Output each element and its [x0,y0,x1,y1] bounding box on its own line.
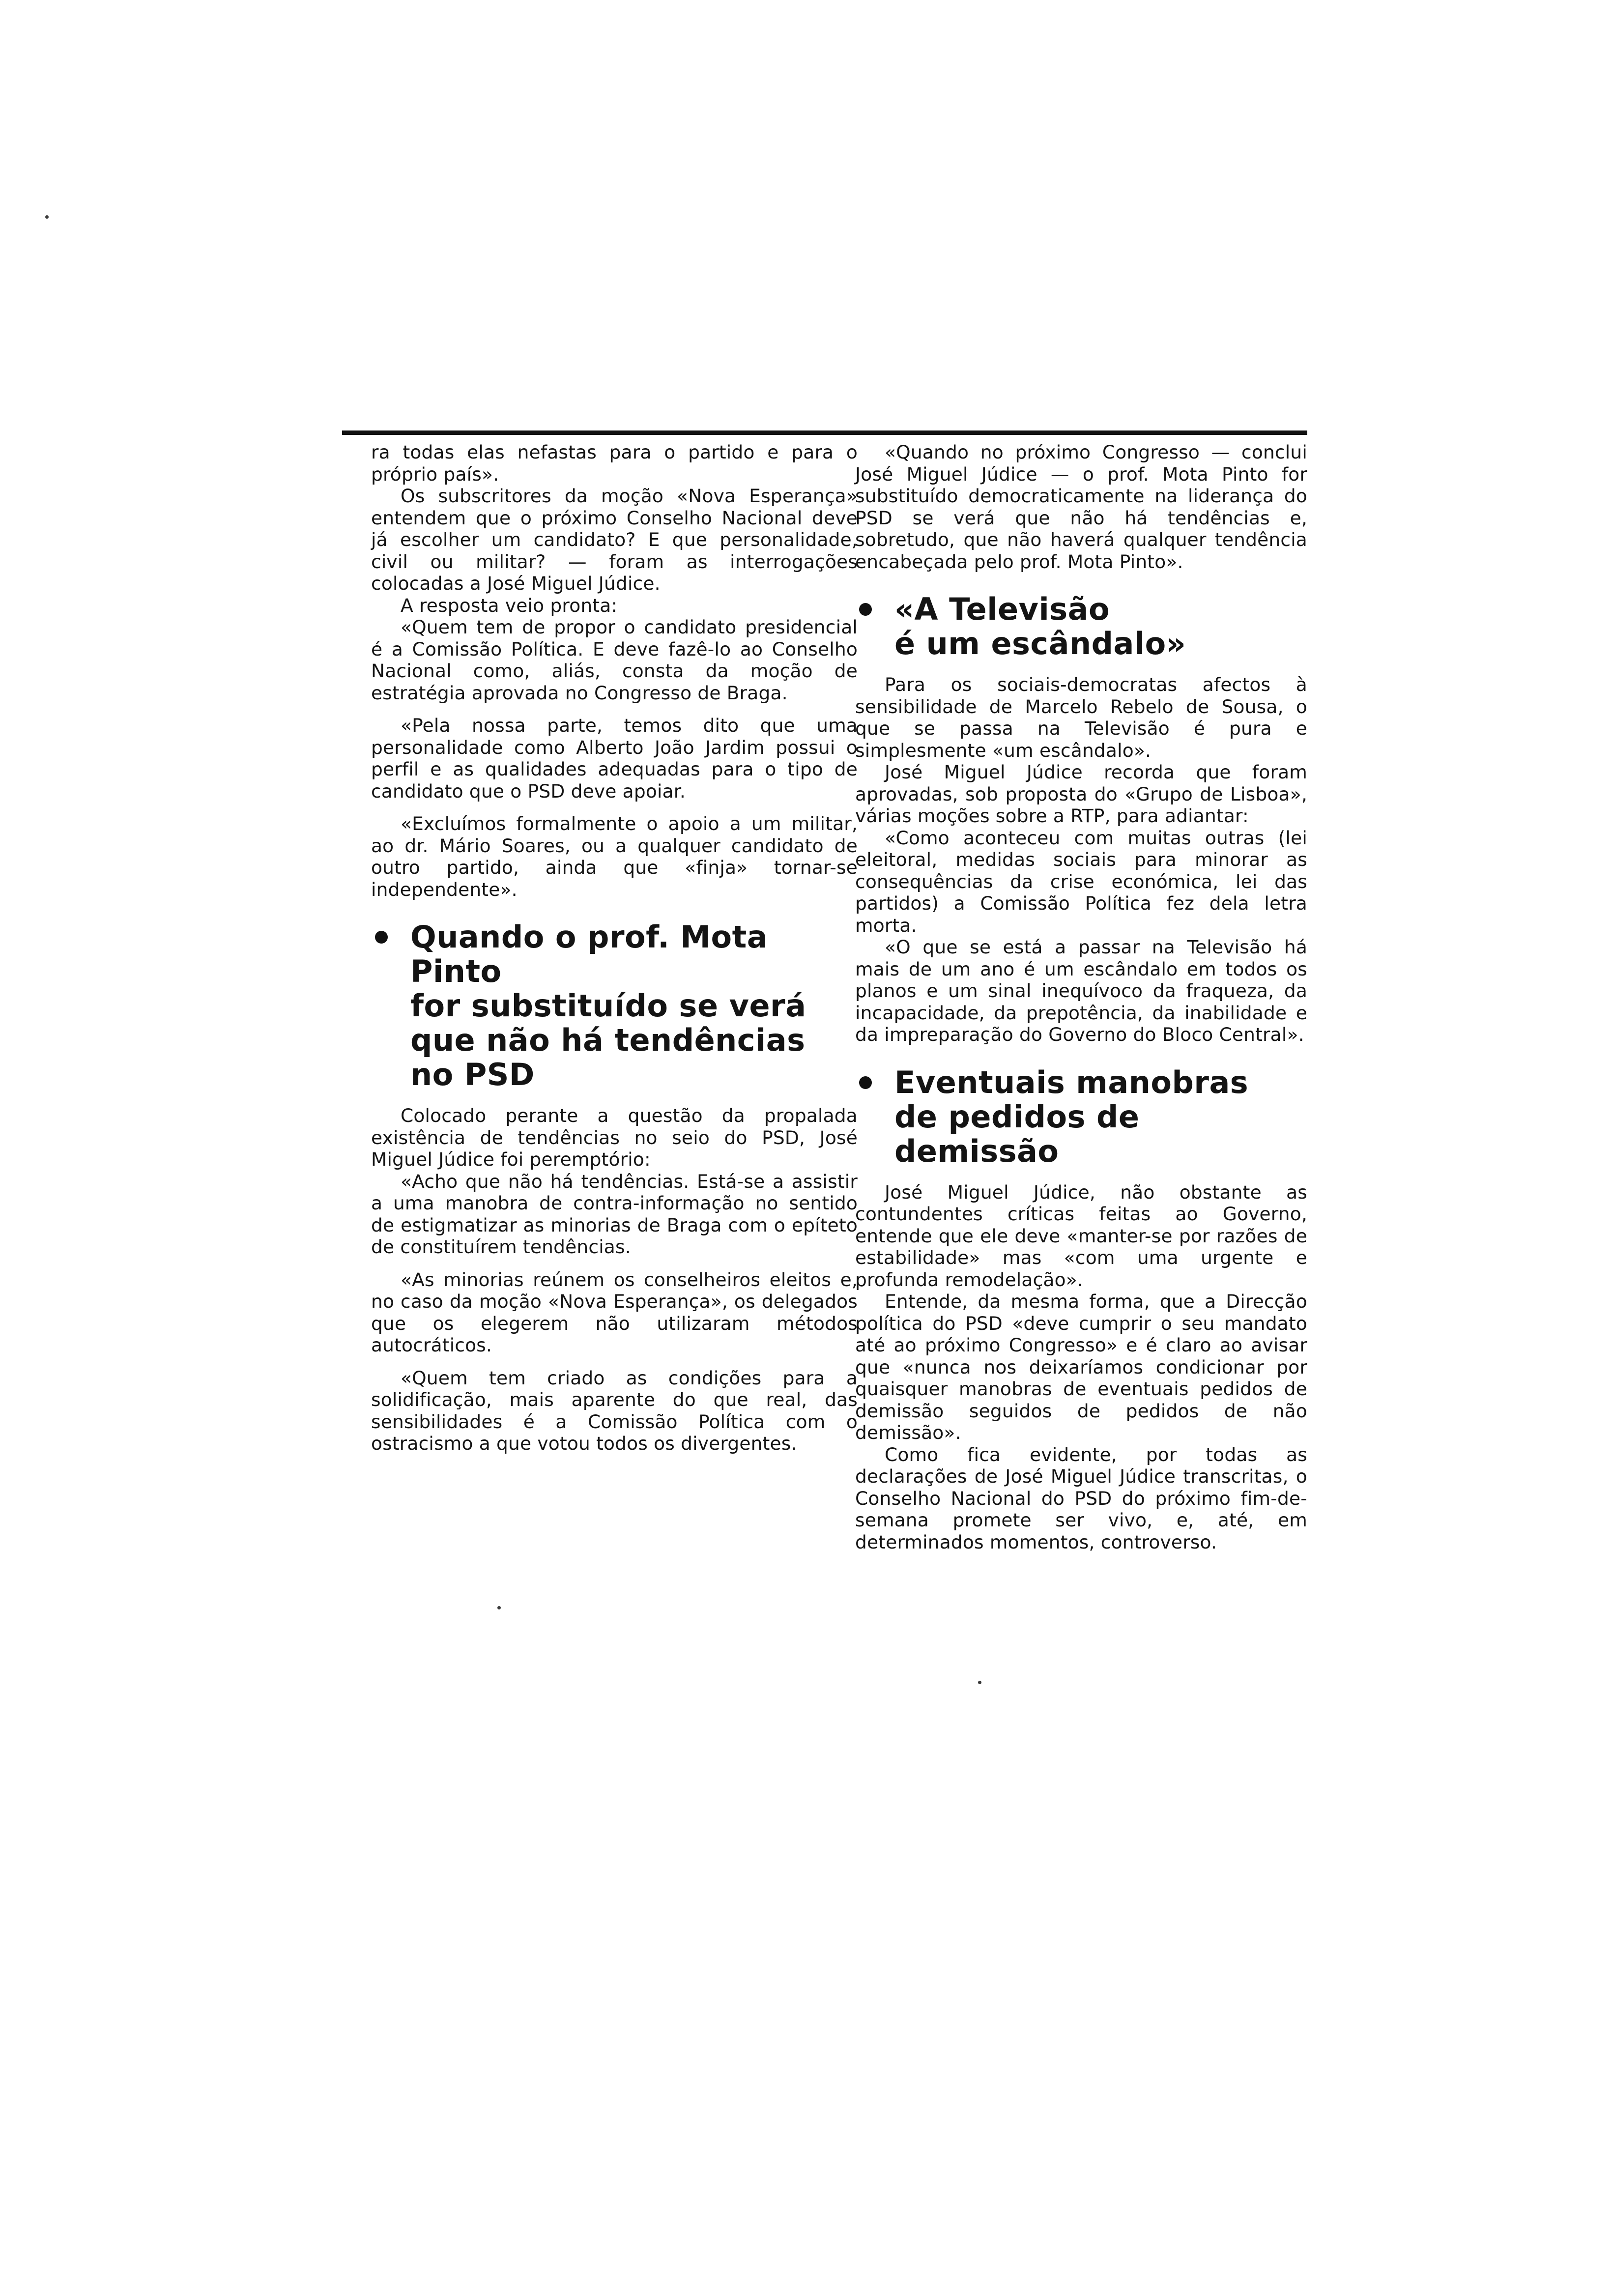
paragraph: «Pela nossa parte, temos dito que uma personalidade como Alberto João Jardim possui o perfil e as qualidades adequadas para o tipo de candidato que o PSD deve apoiar. [371,715,858,802]
scan-speck [978,1681,981,1684]
paragraph: «Excluímos formalmente o apoio a um militar, ao dr. Mário Soares, ou a qualquer candidato de outro partido, ainda que «finja» tornar-se independente». [371,813,858,900]
paragraph: A resposta veio pronta: [401,594,618,616]
left-column [371,441,858,1455]
paragraph: «As minorias reúnem os conselheiros eleitos e, no caso da moção «Nova Esperança», os delegados que os elegerem não utilizaram métodos autocráticos. [371,1268,858,1356]
section-heading [855,592,1307,661]
paragraph: Como fica evidente, por todas as declarações de José Miguel Júdice transcritas, o Conselho Nacional do PSD do próximo fim-de-semana promete ser vivo, e, até, em determinados momentos, controverso. [855,1443,1307,1553]
paragraph: José Miguel Júdice, não obstante as contundentes críticas feitas ao Governo, entende que ele deve «manter-se por razões de estabilidade» mas «com uma urgente e profunda remodelação». [855,1181,1307,1291]
heading-line: no PSD [410,1057,535,1092]
paragraph: «Acho que não há tendências. Está-se a assistir a uma manobra de contra-informação no sentido de estigmatizar as minorias de Braga com o epíteto de constituírem tendências. [371,1170,858,1258]
heading-line: Quando o prof. Mota Pinto [410,919,768,989]
heading-line: «A Televisão [894,591,1110,627]
paragraph: ra todas elas nefastas para o partido e para o próprio país». [371,441,858,485]
paragraph: «Quando no próximo Congresso — conclui José Miguel Júdice — o prof. Mota Pinto for substituído democraticamente na liderança do PSD se verá que não há tendências e, sobretudo, que não haverá qualquer tendência encabeçada pelo prof. Mota Pinto». [855,441,1307,573]
paragraph: Para os sociais-democratas afectos à sensibilidade de Marcelo Rebelo de Sousa, o que se passa na Televisão é pura e simplesmente «um escândalo». [855,674,1307,761]
section-heading [855,1065,1307,1169]
paragraph: «Como aconteceu com muitas outras (lei eleitoral, medidas sociais para minorar as consequências da crise económica, lei das partidos) a Comissão Política fez dela letra morta. [855,827,1307,936]
paragraph: Os subscritores da moção «Nova Esperança» entendem que o próximo Conselho Nacional deve já escolher um candidato? E que personalidade, civil ou militar? — foram as interrogações colocadas a José Miguel Júdice. [371,485,858,594]
paragraph: Colocado perante a questão da propalada existência de tendências no seio do PSD, José Miguel Júdice foi peremptório: [371,1105,858,1170]
bullet-icon [859,603,872,616]
paragraph: «Quem tem de propor o candidato presidencial é a Comissão Política. E deve fazê-lo ao Conselho Nacional como, aliás, consta da moção de estratégia aprovada no Congresso de Braga. [371,616,858,704]
bullet-icon [375,931,388,944]
heading-line: é um escândalo» [894,626,1186,661]
scan-speck [45,215,49,219]
paragraph: José Miguel Júdice recorda que foram aprovadas, sob proposta do «Grupo de Lisboa», várias moções sobre a RTP, para adiantar: [855,761,1307,827]
paragraph: Entende, da mesma forma, que a Direcção política do PSD «deve cumprir o seu mandato até ao próximo Congresso» e é claro ao avisar que «nunca nos deixaríamos condicionar por quaisquer manobras de eventuais pedidos de demissão seguidos de pedidos de não demissão». [855,1291,1307,1443]
scan-speck [497,1606,501,1609]
right-column [855,441,1307,1553]
paragraph: «Quem tem criado as condições para a solidificação, mais aparente do que real, das sensibilidades é a Comissão Política com o ostracismo a que votou todos os divergentes. [371,1367,858,1454]
heading-line: de pedidos de demissão [894,1098,1140,1169]
heading-line: que não há tendências [410,1022,806,1058]
heading-line: Eventuais manobras [894,1064,1249,1100]
bullet-icon [859,1076,872,1089]
paragraph: «O que se está a passar na Televisão há mais de um ano é um escândalo em todos os planos e um sinal inequívoco da fraqueza, da incapacidade, da prepotência, da inabilidade e da impreparação do Governo do Bloco Central». [855,936,1307,1045]
top-rule [342,430,1307,435]
section-heading [371,920,858,1092]
heading-line: for substituído se verá [410,988,806,1024]
